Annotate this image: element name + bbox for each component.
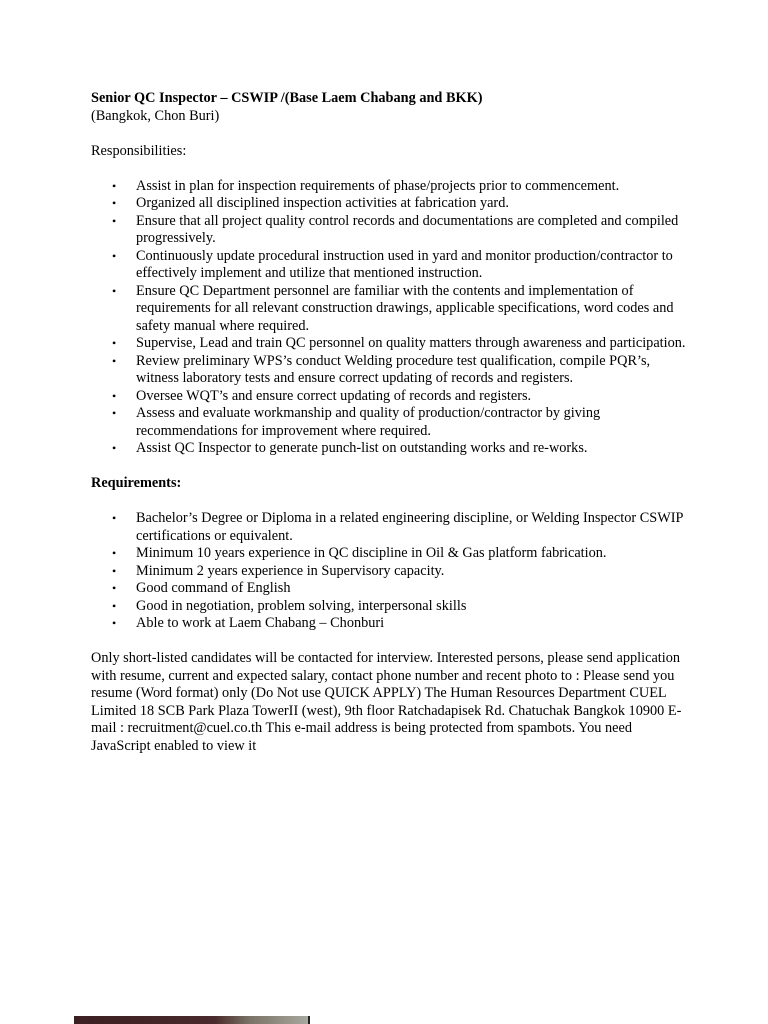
bullet-icon: •	[112, 213, 117, 228]
bullet-icon: •	[112, 388, 117, 403]
responsibility-item-text: Supervise, Lead and train QC personnel on quality matters through awareness and participation.	[136, 335, 686, 351]
responsibilities-heading: Responsibilities:	[91, 142, 187, 159]
responsibility-item-text: Ensure QC Department personnel are familiar with the contents and implementation of requirements for all relevant construction drawings, applicable specifications, word codes and safety manual where required.	[136, 282, 674, 334]
requirements-heading: Requirements:	[91, 475, 182, 491]
bullet-icon: •	[112, 511, 117, 525]
requirements-list	[91, 510, 691, 633]
responsibility-item-text: Oversee WQT’s and ensure correct updating of records and registers.	[136, 387, 532, 404]
requirement-item-text: Bachelor’s Degree or Diploma in a related engineering discipline, or Welding Inspector CSWIP certifications or equivalent.	[136, 510, 683, 544]
responsibility-item-text: Assist QC Inspector to generate punch-list on outstanding works and re-works.	[136, 440, 588, 456]
bullet-icon: •	[112, 248, 117, 263]
requirement-item-text: Good command of English	[136, 580, 291, 596]
bullet-icon: •	[112, 336, 117, 350]
requirement-item	[91, 598, 691, 616]
job-title: Senior QC Inspector – CSWIP /(Base Laem Chabang and BKK)	[91, 90, 483, 106]
responsibility-item-text: Review preliminary WPS’s conduct Welding procedure test qualification, compile PQR’s, witness laboratory tests and ensure correct updating of records and registers.	[136, 352, 651, 386]
requirement-item-text: Minimum 2 years experience in Supervisory capacity.	[136, 562, 445, 579]
bullet-icon: •	[112, 196, 117, 210]
responsibility-item	[91, 213, 691, 248]
bullet-icon: •	[112, 546, 117, 560]
requirement-item	[91, 545, 691, 563]
responsibility-item	[91, 335, 691, 353]
requirement-item	[91, 615, 691, 633]
bullet-icon: •	[112, 616, 117, 630]
requirement-item-text: Good in negotiation, problem solving, interpersonal skills	[136, 597, 467, 614]
responsibility-item-text: Organized all disciplined inspection activities at fabrication yard.	[136, 195, 509, 211]
responsibility-item-text: Assess and evaluate workmanship and quality of production/contractor by giving recommendations for improvement where required.	[136, 405, 601, 439]
responsibilities-list	[91, 178, 691, 458]
bullet-icon: •	[112, 406, 117, 420]
footer-image-strip	[74, 1016, 310, 1024]
responsibility-item	[91, 178, 691, 196]
bullet-icon: •	[112, 563, 117, 578]
bullet-icon: •	[112, 581, 117, 595]
application-instructions: Only short-listed candidates will be contacted for interview. Interested persons, please send application with resume, current and expected salary, contact phone number and recent photo to : Please send you resume (Word format) only (Do Not use QUICK APPLY) The Human Resources Department CUEL Limited 18 SCB Park Plaza TowerII (west), 9th floor Ratchadapisek Rd. Chatuchak Bangkok 10900 E-mail : recruitment@cuel.co.th This e-mail address is being protected from spambots. You need JavaScript enabled to view it	[91, 650, 682, 754]
responsibility-item	[91, 440, 691, 458]
responsibility-item	[91, 283, 691, 336]
responsibility-item	[91, 405, 691, 440]
responsibility-item	[91, 388, 691, 406]
requirement-item	[91, 580, 691, 598]
job-location: (Bangkok, Chon Buri)	[91, 107, 220, 124]
responsibility-item	[91, 248, 691, 283]
responsibility-item	[91, 353, 691, 388]
bullet-icon: •	[112, 178, 117, 193]
bullet-icon: •	[112, 598, 117, 613]
responsibility-item-text: Continuously update procedural instruction used in yard and monitor production/contractor to effectively implement and utilize that mentioned instruction.	[136, 247, 673, 281]
responsibility-item-text: Ensure that all project quality control records and documentations are completed and compiled progressively.	[136, 212, 679, 246]
requirement-item	[91, 563, 691, 581]
requirement-item	[91, 510, 691, 545]
responsibility-item	[91, 195, 691, 213]
bullet-icon: •	[112, 353, 117, 368]
bullet-icon: •	[112, 283, 117, 298]
document-body	[91, 90, 691, 755]
bullet-icon: •	[112, 441, 117, 455]
requirement-item-text: Able to work at Laem Chabang – Chonburi	[136, 615, 385, 631]
responsibility-item-text: Assist in plan for inspection requirements of phase/projects prior to commencement.	[136, 177, 620, 194]
requirement-item-text: Minimum 10 years experience in QC discipline in Oil & Gas platform fabrication.	[136, 545, 607, 561]
